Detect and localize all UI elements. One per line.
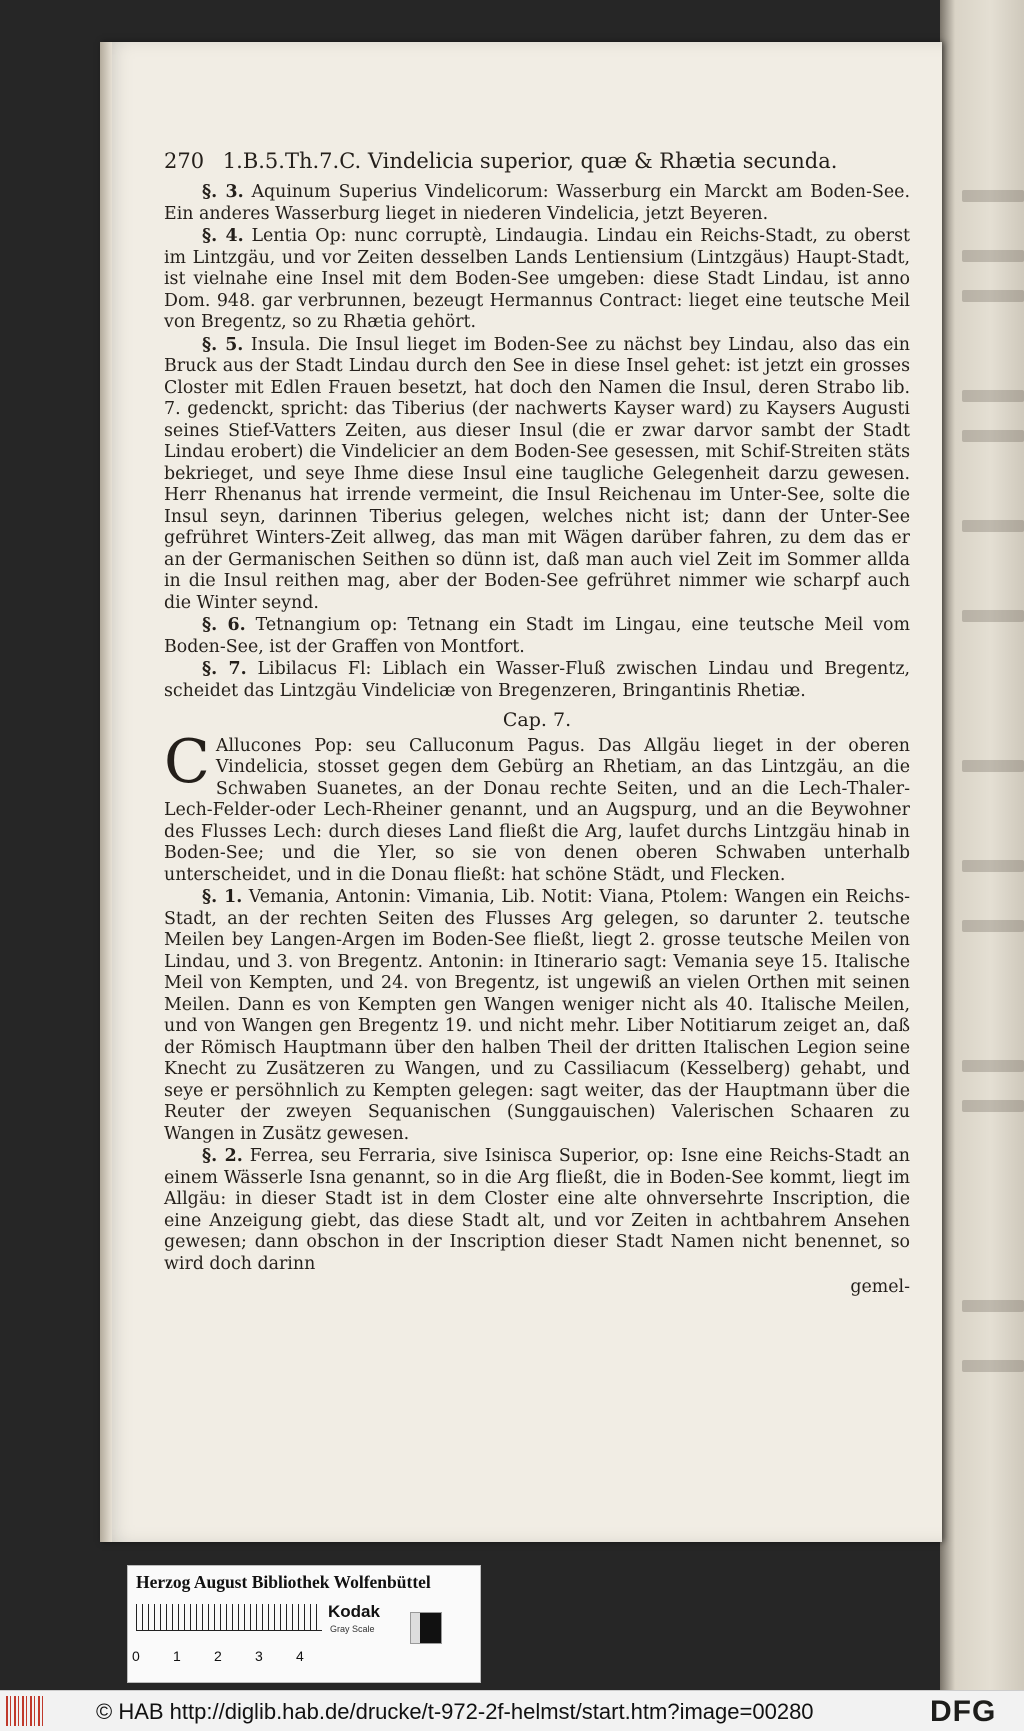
- paragraph: §. 5. Insula. Die Insul lieget im Boden-See zu nächst bey Lindau, also das ein Bruck aus der Stadt Lindau durch den See in diese Insel gehet: ist jetzt ein grosses Closter mit Edlen Frauen besetzt, hat doch den Namen die Insul, deren Strabo lib. 7. gedenckt, spricht: das Tiberius (der nachwerts Kayser ward) zu Kaysers Augusti seines Stief-Vatters Zeiten, aus dieser Insul (die er zwar darvor sambt der Stadt Lindau erobert) die Vindelicier an dem Boden-See gesessen, mit Schif-Streiten stäts bekrieget, und seye Ihme diese Insul eine taugliche Gelegenheit darzu gewesen. Herr Rhenanus hat irrende vermeint, die Insul Reichenau im Unter-See, solte die Insul seyn, darinnen Tiberius gelegen, welches nicht ist; dann der Unter-See gefrühret Winters-Zeit allweg, das man mit Wägen darüber fahren, zu dem das er an der Germanischen Seithen so dünn ist, daß man auch viel Zeit im Sommer allda in die Insul reithen mag, aber der Boden-See gefrühret nimmer wie scharpf auch die Winter seynd.: [164, 334, 911, 613]
- paragraph: §. 6. Tetnangium op: Tetnang ein Stadt im Lingau, eine teutsche Meil vom Boden-See, ist der Graffen von Montfort.: [164, 615, 911, 657]
- gray-scale-patch: [410, 1612, 442, 1644]
- library-name: Herzog August Bibliothek Wolfenbüttel: [136, 1572, 431, 1592]
- color-target-card: [127, 1565, 481, 1683]
- ruler-number: 4: [296, 1648, 304, 1664]
- page-text: [164, 148, 910, 1299]
- footer-link[interactable]: © HAB http://diglib.hab.de/drucke/t-972-2f-helmst/start.htm?image=00280: [96, 1699, 814, 1724]
- paragraph: §. 4. Lentia Op: nunc corruptè, Lindaugia. Lindau ein Reichs-Stadt, zu oberst im Lintzgäu, und vor Zeiten desselben Lands Lentiensium (Lintzgäus) Haupt-Stadt, ist vielnahe eine Insel mit dem Boden-See umgeben: diese Stadt Lindau, ist anno Dom. 948. gar verbrunnen, bezeugt Hermannus Contract: lieget eine teutsche Meil von Bregentz, so zu Rhætia gehört.: [164, 226, 910, 332]
- running-head-title: Vindelicia superior, quæ & Rhætia secunda.: [367, 149, 838, 173]
- page-fore-edge: [100, 42, 112, 1542]
- paragraph: §. 3. Aquinum Superius Vindelicorum: Wasserburg ein Marckt am Boden-See. Ein anderes Wasserburg lieget in niederen Vindelicia, jetzt Beyeren.: [164, 182, 911, 224]
- drop-cap: C: [164, 726, 210, 797]
- running-head-section: 1.B.5.Th.7.C.: [222, 149, 362, 173]
- catchword: gemel-: [850, 1277, 910, 1297]
- ruler-number: 3: [255, 1648, 263, 1664]
- ruler-number: 1: [173, 1648, 181, 1664]
- paragraph: §. 7. Libilacus Fl: Liblach ein Wasser-Fluß zwischen Lindau und Bregentz, scheidet das Lintzgäu Vindeliciæ von Bregenzeren, Bringantinis Rhetiæ.: [164, 659, 911, 701]
- next-page-edge: [940, 0, 1024, 1690]
- ruler-number: 2: [214, 1648, 222, 1664]
- paragraph: §. 2. Ferrea, seu Ferraria, sive Isinisca Superior, op: Isne eine Reichs-Stadt an einem Wässerle Isna genannt, so in die Arg fließt, die in Boden-See kommt, liegt im Allgäu: in dieser Stadt ist in dem Closter eine alte ohnversehrte Inscription, die eine Anzeigung giebt, das diese Stadt alt, und vor Zeiten in achtbahrem Ansehen gewesen; dann obschon in der Inscription dieser Stadt Namen nicht benennet, so wird doch darinn: [164, 1146, 911, 1274]
- kodak-subtitle: Gray Scale: [330, 1624, 375, 1634]
- running-head: [164, 148, 910, 174]
- chapter-heading: Cap. 7.: [502, 709, 572, 731]
- chapter-intro: C Allucones Pop: seu Calluconum Pagus. Das Allgäu lieget in der oberen Vindelicia, stosset gegen dem Gebürg an Rhetiam, an das Lintzgäu, an die Schwaben Suanetes, an der Donau rechte Seiten, und an die Lech-Thaler-Lech-Felder-oder Lech-Rheiner genannt, und an Augspurg, und an die Beywohner des Flusses Lech: durch dieses Land fließt die Arg, laufet durchs Lintzgäu hinab in Boden-See; und die Yler, so sie von denen oberen Schwaben unterhalb unterscheidet, und in die Donau fließt: hat schöne Städt, und Flecken.: [164, 726, 910, 885]
- dfg-logo: DFG: [930, 1695, 997, 1728]
- scale-ruler: [136, 1604, 322, 1631]
- paragraph: §. 1. Vemania, Antonin: Vimania, Lib. Notit: Viana, Ptolem: Wangen ein Reichs-Stadt, an der rechten Seiten des Flusses Arg gelegen, so darunter 2. teutsche Meilen bey Langen-Argen im Boden-See fließt, liegt 2. grosse teutsche Meilen von Lindau, und 3. von Bregentz. Antonin: in Itinerario sagt: Vemania seye 15. Italische Meil von Kempten, und 24. von Bregentz, ist ungewiß an vielen Orthen mit seinen Meilen. Dann es von Kempten gen Wangen weniger nicht als 40. Italische Meilen, und von Wangen gen Bregentz 19. und nicht mehr. Liber Notitiarum zeiget an, daß der Römisch Hauptmann über den halben Theil der dritten Italischen Legion seine Knecht zu Zusätzeren zu Wangen, und zu Cassiliacum (Kesselberg) gehabt, und seye er persöhnlich zu Kempten gelegen: sagt weiter, das der Hauptmann über die Reuter der zweyen Sequanischen (Sunggauischen) Valerischen Schaaren zu Wangen in Zusätz gewesen.: [164, 887, 911, 1144]
- barcode-icon: [6, 1696, 46, 1726]
- kodak-logo: Kodak: [328, 1602, 380, 1621]
- footer-bar: [0, 1690, 1024, 1731]
- page-number: 270: [164, 149, 205, 173]
- ruler-number: 0: [132, 1648, 140, 1664]
